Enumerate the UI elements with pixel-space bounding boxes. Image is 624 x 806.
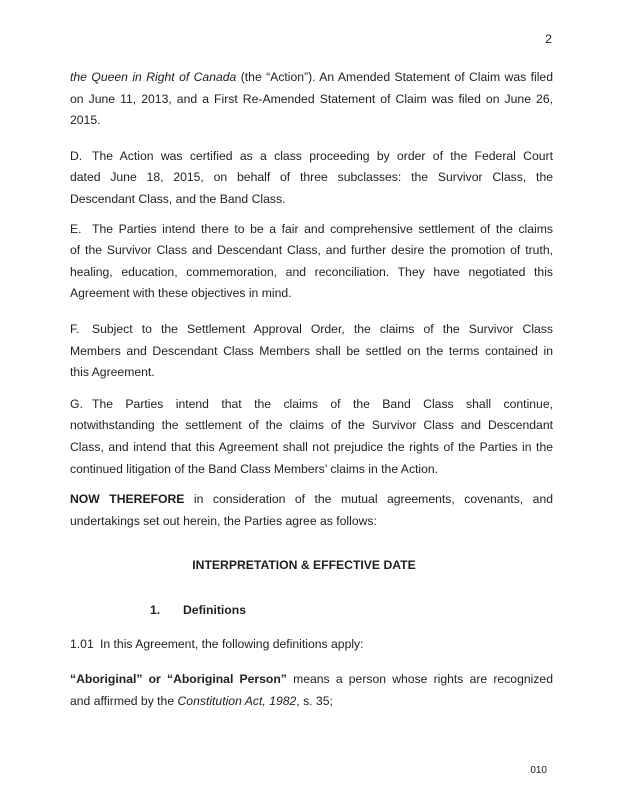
text-line [70, 669, 553, 691]
text-run: continued litigation of the Band Class Members’ claims in the Action. [70, 461, 439, 476]
text-line [70, 341, 553, 363]
text-line [70, 437, 553, 459]
text-line [92, 219, 553, 241]
text-run: undertakings set out herein, the Parties agree as follows: [70, 513, 377, 528]
text-run: this Agreement. [70, 365, 155, 380]
text-line [70, 89, 553, 111]
definitions-heading-title: Definitions [183, 602, 246, 617]
paragraph-label: F. [70, 321, 80, 336]
paragraph-d [70, 146, 553, 211]
text-run: In this Agreement, the following definitions apply: [100, 637, 364, 652]
text-run: healing, education, commemoration, and reconciliation. They have negotiated this [70, 264, 553, 279]
paragraph-label: D. [70, 148, 83, 163]
section-heading: INTERPRETATION & EFFECTIVE DATE [192, 558, 416, 573]
paragraph-definition-aboriginal [70, 669, 553, 712]
text-line [92, 319, 553, 341]
text-run: in consideration of the mutual agreements, covenants, and [184, 492, 553, 507]
text-line [70, 459, 553, 481]
text-line [100, 634, 553, 656]
text-line [70, 362, 553, 384]
paragraph-now-therefore [70, 489, 553, 532]
italic-text-run: the Queen in Right of Canada [70, 70, 237, 84]
text-run: Class, and intend that this Agreement shall not prejudice the rights of the Parties in the [70, 439, 553, 454]
text-run: Agreement with these objectives in mind. [70, 286, 292, 301]
paragraph-e [70, 219, 553, 305]
text-run: on June 11, 2013, and a First Re-Amended Statement of Claim was filed on June 26, [70, 91, 553, 106]
bold-text-run: NOW THEREFORE [70, 492, 185, 507]
text-run: notwithstanding the settlement of the claims of the Survivor Class and Descendant [70, 418, 553, 433]
document-body [70, 0, 553, 712]
text-line [92, 394, 553, 416]
page-number: 2 [545, 32, 552, 46]
text-run: Subject to the Settlement Approval Order, the claims of the Survivor Class [92, 321, 553, 336]
definitions-heading [70, 600, 553, 622]
text-line [70, 489, 553, 511]
text-run: 2015. [70, 113, 101, 128]
text-line [92, 146, 553, 168]
paragraph-f [70, 319, 553, 384]
paragraph-label: 1.01 [70, 637, 94, 652]
text-line [70, 415, 553, 437]
text-run: , s. 35; [296, 693, 333, 708]
text-run: dated June 18, 2015, on behalf of three subclasses: the Survivor Class, the [70, 170, 553, 185]
paragraph-label: G. [70, 396, 83, 411]
text-line [70, 110, 553, 132]
footer-stamp-number: 010 [530, 765, 547, 776]
text-line [70, 189, 553, 211]
text-line [70, 262, 553, 284]
paragraph-1-01 [70, 634, 553, 656]
text-run: means a person whose rights are recognized [286, 672, 553, 687]
text-line [70, 511, 553, 533]
definitions-heading-number: 1. [150, 602, 161, 617]
text-run: and affirmed by the [70, 693, 178, 708]
text-run: Members and Descendant Class Members shall be settled on the terms contained in [70, 343, 553, 358]
text-run: Descendant Class, and the Band Class. [70, 191, 286, 206]
text-line [70, 691, 553, 713]
text-run: The Parties intend there to be a fair and comprehensive settlement of the claims [92, 221, 553, 236]
bold-text-run: “Aboriginal” or “Aboriginal Person” [70, 672, 287, 687]
text-run: The Action was certified as a class proceeding by order of the Federal Court [92, 148, 553, 163]
text-run: of the Survivor Class and Descendant Class, and further desire the promotion of truth, [70, 243, 553, 258]
text-run: (the “Action”). An Amended Statement of Claim was filed [236, 70, 553, 84]
text-line [70, 167, 553, 189]
paragraph-g [70, 394, 553, 480]
text-line [70, 283, 553, 305]
text-line [70, 240, 553, 262]
paragraph-label: E. [70, 221, 82, 236]
paragraph-intro [70, 67, 553, 132]
italic-text-run: Constitution Act, 1982 [177, 693, 297, 708]
text-run: The Parties intend that the claims of the Band Class shall continue, [92, 396, 553, 411]
text-line [70, 67, 553, 89]
